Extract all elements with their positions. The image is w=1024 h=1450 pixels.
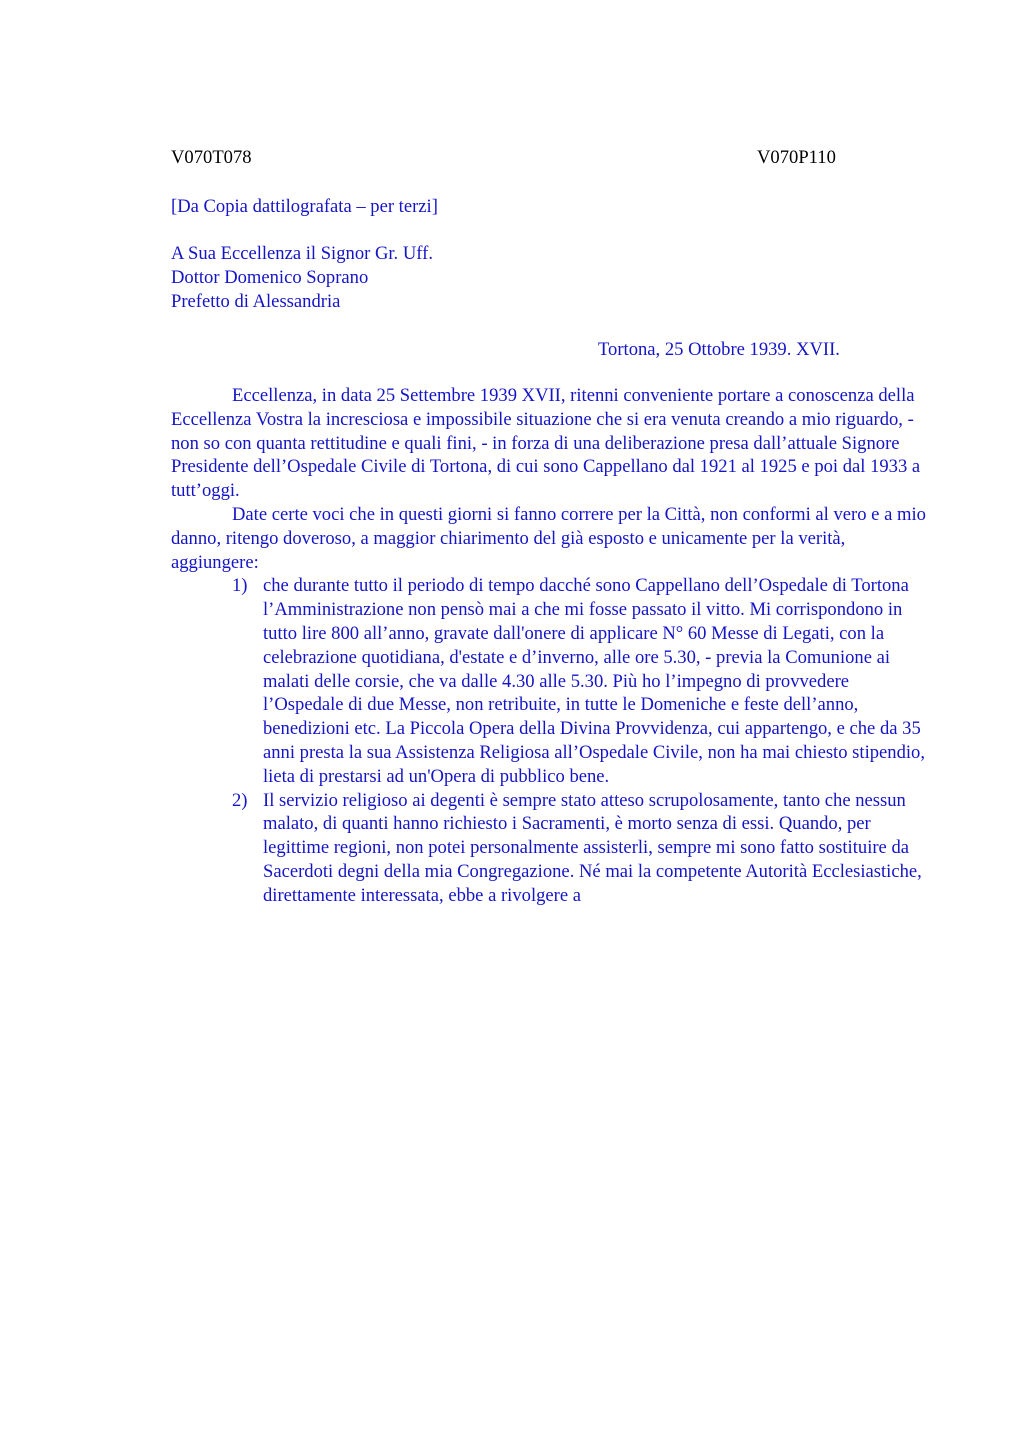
address-line-3: Prefetto di Alessandria	[171, 290, 341, 312]
letter-body	[171, 384, 931, 908]
source-note: [Da Copia dattilografata – per terzi]	[171, 196, 438, 217]
numbered-list	[171, 574, 931, 907]
list-item-text: Il servizio religioso ai degenti è sempre stato atteso scrupolosamente, tanto che nessun malato, di quanti hanno richiesto i Sacramenti, è morto senza di essi. Quando, per legittime regioni, non potei personalmente assisterli, sempre mi sono fatto sostituire da Sacerdoti degni della mia Congregazione. Né mai la competente Autorità Ecclesiastiche, direttamente interessata, ebbe a rivolgere a	[263, 789, 922, 906]
document-code-right: V070P110	[757, 147, 836, 168]
paragraph-2: Date certe voci che in questi giorni si fanno correre per la Città, non conformi al vero e a mio danno, ritengo doveroso, a maggior chiarimento del già esposto e unicamente per la verità, aggiungere:	[171, 503, 926, 573]
list-item	[171, 789, 931, 908]
list-item-number: 2)	[232, 789, 248, 811]
list-item	[171, 574, 931, 788]
paragraph-1: Eccellenza, in data 25 Settembre 1939 XVII, ritenni conveniente portare a conoscenza della Eccellenza Vostra la incresciosa e impossibile situazione che si era venuta creando a mio riguardo, - non so con quanta rettitudine e quali fini, - in forza di una deliberazione presa dall’attuale Signore Presidente dell’Ospedale Civile di Tortona, di cui sono Cappellano dal 1921 al 1925 e poi dal 1933 a tutt’oggi.	[171, 385, 921, 502]
recipient-address	[171, 242, 433, 313]
document-code-left: V070T078	[171, 147, 252, 168]
address-line-2: Dottor Domenico Soprano	[171, 266, 369, 288]
list-item-number: 1)	[232, 575, 248, 597]
address-line-1: A Sua Eccellenza il Signor Gr. Uff.	[171, 243, 433, 264]
list-item-text: che durante tutto il periodo di tempo dacché sono Cappellano dell’Ospedale di Tortona l’Amministrazione non pensò mai a che mi fosse passato il vitto. Mi corrispondono in tutto lire 800 all’anno, gravate dall'onere di applicare N° 60 Messe di Legati, con la celebrazione quotidiana, d'estate e d’inverno, alle ore 5.30, - previa la Comunione ai malati delle corsie, che va dalle 4.30 alle 5.30. Più ho l’impegno di provvedere l’Ospedale di due Messe, non retribuite, in tutte le Domeniche e feste dell’anno, benedizioni etc. La Piccola Opera della Divina Provvidenza, cui appartengo, e che da 35 anni presta la sua Assistenza Religiosa all’Ospedale Civile, non ha mai chiesto stipendio, lieta di prestarsi ad un'Opera di pubblico bene.	[263, 575, 925, 787]
dateline: Tortona, 25 Ottobre 1939. XVII.	[598, 339, 840, 360]
